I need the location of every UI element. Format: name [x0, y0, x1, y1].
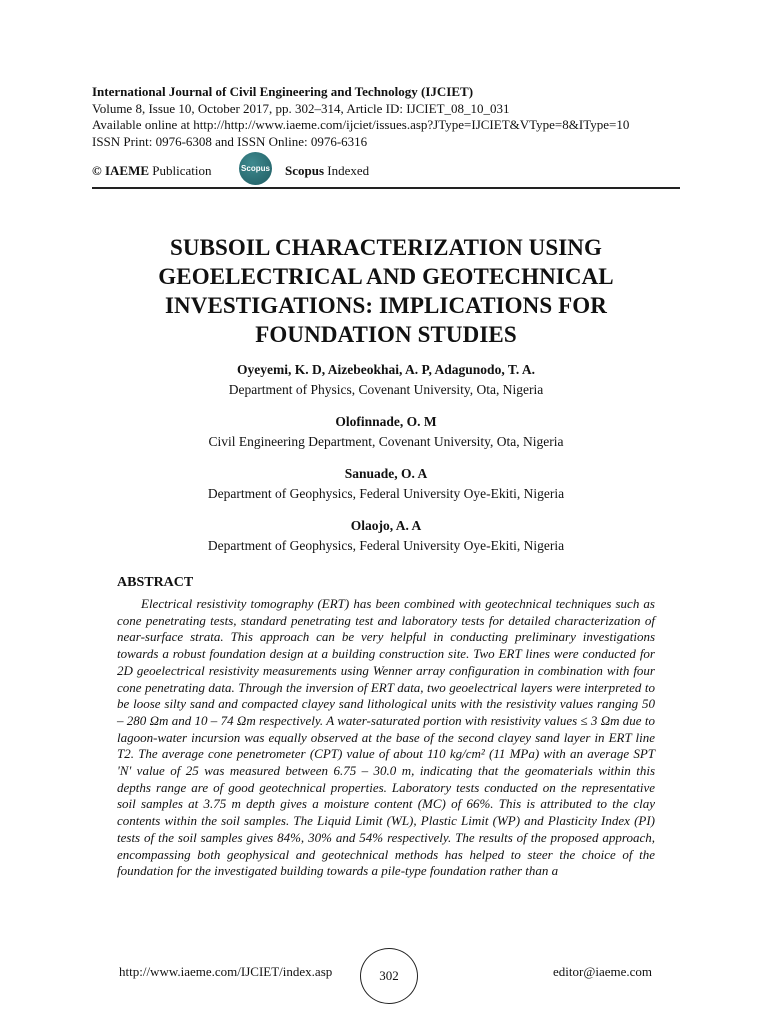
paper-title: SUBSOIL CHARACTERIZATION USING GEOELECTRICAL AND GEOTECHNICAL INVESTIGATIONS: IMPLICATIONS FOR FOUNDATION STUDIES	[158, 235, 614, 347]
abstract-text: Electrical resistivity tomography (ERT) has been combined with geotechnical techniques such as cone penetrating tests, standard penetrating test and laboratory tests for detailed characterization of near-surface strata. This approach can be very helpful in conducting preliminary investigations towards a robust foundation design at a building construction site. Two ERT lines were conducted for 2D geoelectrical resistivity measurements using Wenner array configuration in combination with four cone penetrating data. Through the inversion of ERT data, two geoelectrical layers were interpreted to be loose silty sand and compacted clayey sand lithological units with the resistivity values ranging 50 – 280 Ωm and 10 – 74 Ωm respectively. A water-saturated portion with resistivity values ≤ 3 Ωm due to lagoon-water incursion was equally observed at the base of the second clayey sand layer in ERT line T2. The average cone penetrometer (CPT) value of about 110 kg/cm² (11 MPa) with an average SPT 'N' value of 25 was measured between 6.75 – 30.0 m, indicating that the geomaterials within this depths range are of good geotechnical properties. Laboratory tests conducted on the representative soil samples at 3.75 m depth gives a moisture content (MC) of 66%. This is attributed to the clay contents within the soil samples. The Liquid Limit (WL), Plastic Limit (WP) and Plasticity Index (PI) tests of the soil samples gives 84%, 30% and 54% respectively. The results of the proposed approach, encompassing both geophysical and geotechnical methods has helped to steer the choice of the foundation for the investigated building towards a pile-type foundation rather than a	[117, 596, 655, 879]
author-affiliation: Department of Physics, Covenant University, Ota, Nigeria	[228, 382, 544, 397]
issn-info: ISSN Print: 0976-6308 and ISSN Online: 0976-6316	[92, 133, 368, 149]
indexed-name: Scopus	[285, 163, 325, 178]
author-affiliation: Department of Geophysics, Federal University Oye-Ekiti, Nigeria	[207, 486, 565, 501]
scopus-logo-text: Scopus	[241, 164, 270, 173]
author-affiliation: Department of Geophysics, Federal University Oye-Ekiti, Nigeria	[207, 538, 565, 553]
author-name: Sanuade, O. A	[344, 466, 428, 481]
page-number: 302	[379, 968, 399, 983]
journal-header	[92, 84, 682, 150]
abstract-heading: ABSTRACT	[117, 575, 194, 590]
publisher-label	[92, 163, 212, 179]
page-number-badge	[360, 948, 418, 1004]
author-name: Oyeyemi, K. D, Aizebeokhai, A. P, Adagunodo, T. A.	[237, 362, 535, 377]
volume-info: Volume 8, Issue 10, October 2017, pp. 302–314, Article ID: IJCIET_08_10_031	[92, 100, 510, 116]
header-divider	[92, 187, 680, 189]
author-affiliation: Civil Engineering Department, Covenant University, Ota, Nigeria	[208, 434, 564, 449]
scopus-logo-icon	[239, 152, 272, 185]
author-block-3	[92, 464, 680, 504]
indexed-suffix: Indexed	[327, 163, 370, 178]
publisher-row	[92, 158, 682, 186]
author-block-2	[92, 412, 680, 452]
footer-url[interactable]: http://www.iaeme.com/IJCIET/index.asp	[119, 964, 333, 979]
author-block-4	[92, 516, 680, 556]
copyright-symbol: ©	[92, 163, 102, 178]
publisher-name: IAEME	[104, 163, 150, 178]
author-name: Olofinnade, O. M	[335, 414, 437, 429]
footer-email[interactable]: editor@iaeme.com	[553, 964, 652, 979]
availability-link[interactable]: Available online at http://http://www.iaeme.com/ijciet/issues.asp?JType=IJCIET&VType=8&IType=10	[92, 117, 630, 132]
indexed-label	[285, 163, 369, 179]
page-footer	[92, 948, 682, 1004]
author-block-1	[92, 360, 680, 400]
journal-name: International Journal of Civil Engineering and Technology (IJCIET)	[92, 84, 474, 99]
author-name: Olaojo, A. A	[350, 518, 422, 533]
publisher-suffix: Publication	[152, 163, 212, 178]
